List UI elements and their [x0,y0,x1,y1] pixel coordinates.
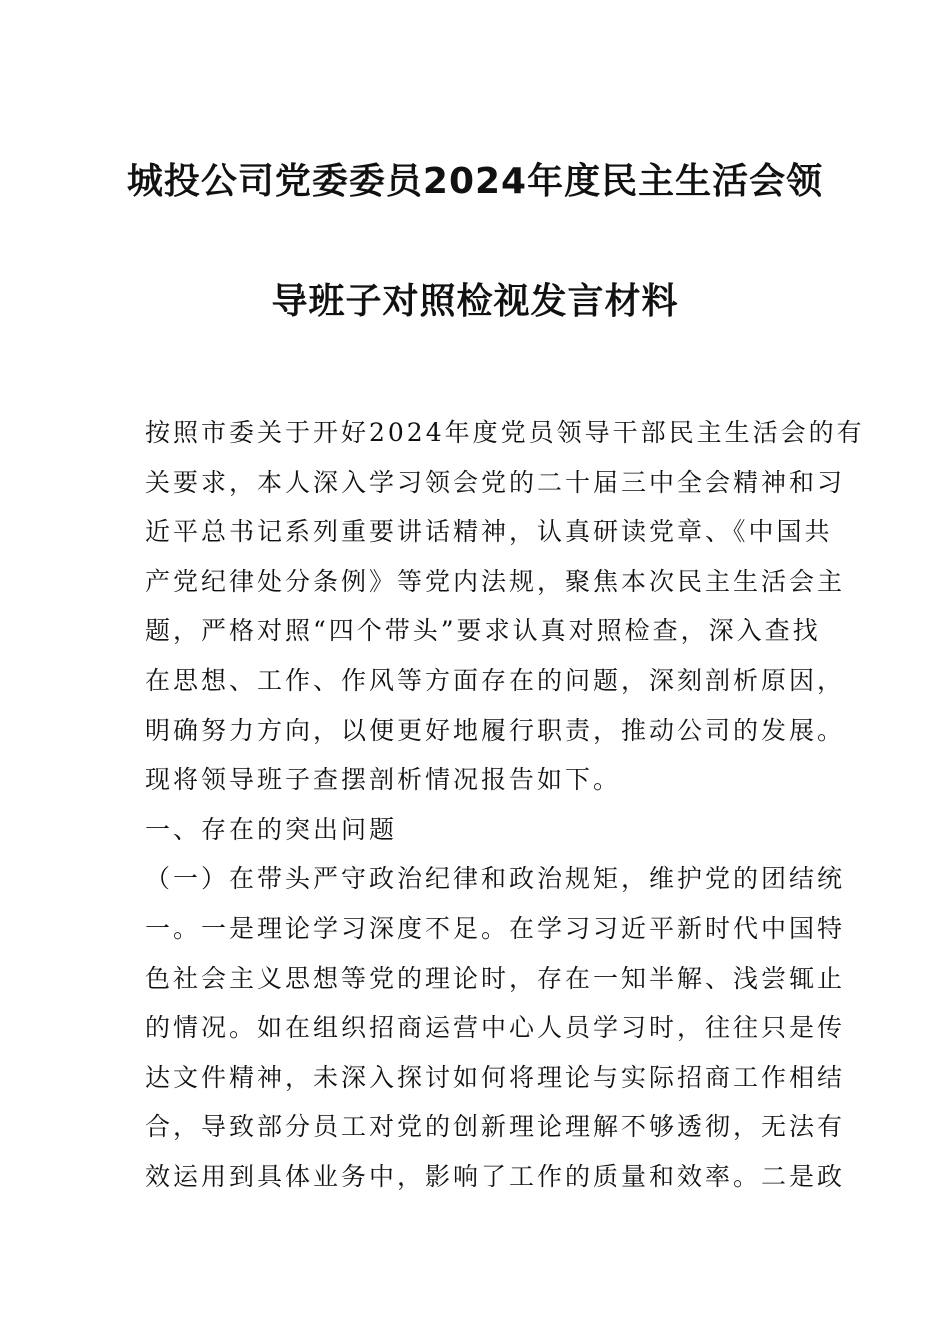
body-line: 的情况。如在组织招商运营中心人员学习时，往往只是传 [145,1013,846,1043]
document-body [145,408,865,1202]
body-line: 产党纪律处分条例》等党内法规，聚焦本次民主生活会主 [145,566,846,596]
body-line: 题，严格对照“四个带头”要求认真对照检查，深入查找 [145,616,821,646]
body-line: 色社会主义思想等党的理论时，存在一知半解、浅尝辄止 [145,963,846,993]
body-line: 达文件精神，未深入探讨如何将理论与实际招商工作相结 [145,1062,846,1092]
body-line: （一）在带头严守政治纪律和政治规矩，维护党的团结统 [145,864,846,894]
body-line: 现将领导班子查摆剖析情况报告如下。 [145,765,622,795]
body-line: 在思想、工作、作风等方面存在的问题，深刻剖析原因， [145,665,846,695]
document-title-line-2: 导班子对照检视发言材料 [271,281,679,322]
document-title-line-1: 城投公司党委委员2024年度民主生活会领 [126,161,824,202]
body-line: 按照市委关于开好2024年度党员领导干部民主生活会的有 [145,418,865,447]
body-line: 一。一是理论学习深度不足。在学习习近平新时代中国特 [145,913,846,943]
section-heading: 一、存在的突出问题 [145,814,398,844]
body-line: 合，导致部分员工对党的创新理论理解不够透彻，无法有 [145,1112,846,1142]
body-line: 效运用到具体业务中，影响了工作的质量和效率。二是政 [145,1161,846,1191]
body-line: 近平总书记系列重要讲话精神，认真研读党章、《中国共 [145,517,833,547]
body-line: 关要求，本人深入学习领会党的二十届三中全会精神和习 [145,467,846,497]
body-line: 明确努力方向，以便更好地履行职责，推动公司的发展。 [145,715,846,745]
